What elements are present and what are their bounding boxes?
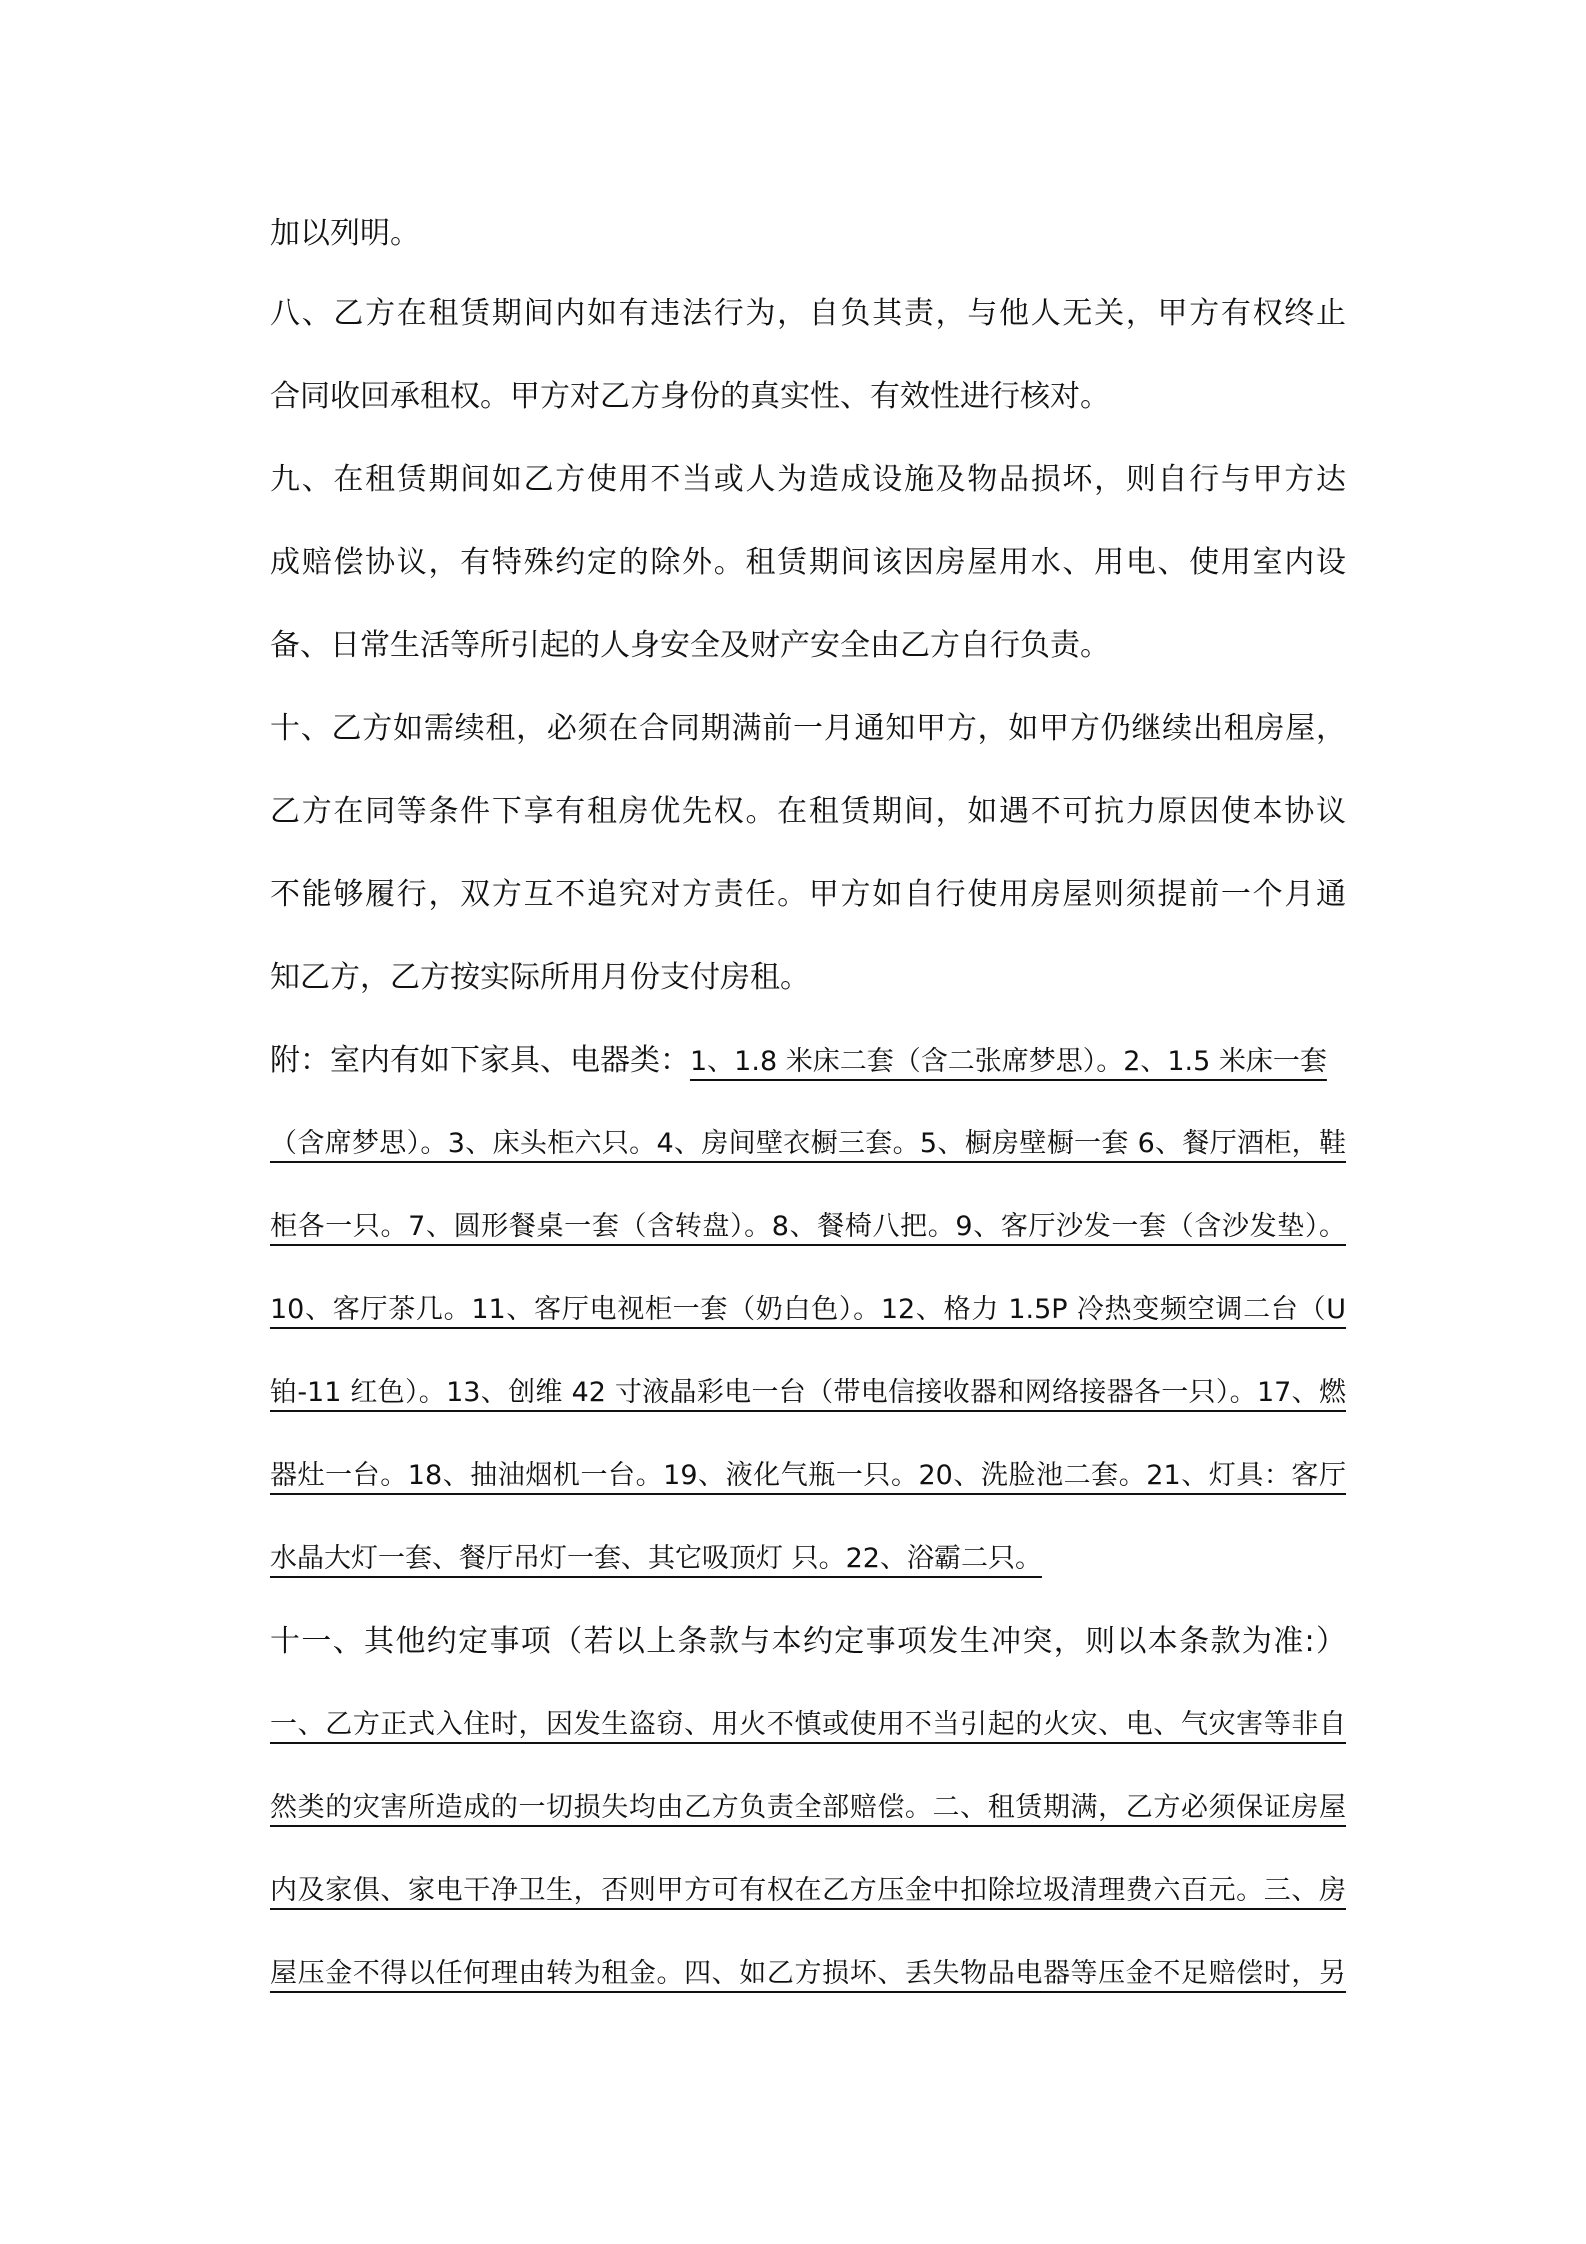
clause-8-line-2: 合同收回承租权。甲方对乙方身份的真实性、有效性进行核对。 (270, 379, 1110, 414)
clause-10-line-4: 知乙方，乙方按实际所用月份支付房租。 (270, 960, 810, 995)
appendix-items-start: 1、1.8 米床二套（含二张席梦思）。2、1.5 米床一套 (690, 1046, 1327, 1077)
clause-8-line-1: 八、乙方在租赁期间内如有违法行为，自负其责，与他人无关，甲方有权终止 (270, 296, 1346, 331)
appendix-line-2: （含席梦思）。3、床头柜六只。4、房间壁衣橱三套。5、橱房壁橱一套 6、餐厅酒柜，鞋 (270, 1128, 1346, 1159)
clause-10-line-1: 十、乙方如需续租，必须在合同期满前一月通知甲方，如甲方仍继续出租房屋， (270, 711, 1346, 746)
clause-11-heading: 十一、其他约定事项（若以上条款与本约定事项发生冲突，则以本条款为准:） (270, 1624, 1346, 1659)
clause-9-line-2: 成赔偿协议，有特殊约定的除外。租赁期间该因房屋用水、用电、使用室内设 (270, 545, 1346, 580)
clause-11-line-2: 然类的灾害所造成的一切损失均由乙方负责全部赔偿。二、租赁期满，乙方必须保证房屋 (270, 1792, 1346, 1823)
clause-11-line-3: 内及家俱、家电干净卫生，否则甲方可有权在乙方压金中扣除垃圾清理费六百元。三、房 (270, 1875, 1346, 1906)
appendix-line-3: 柜各一只。7、圆形餐桌一套（含转盘）。8、餐椅八把。9、客厅沙发一套（含沙发垫）。 (270, 1211, 1346, 1242)
clause-11-line-4: 屋压金不得以任何理由转为租金。四、如乙方损坏、丢失物品电器等压金不足赔偿时，另 (270, 1958, 1346, 1989)
appendix-label: 附：室内有如下家具、电器类： (270, 1043, 690, 1078)
clause-10-line-3: 不能够履行，双方互不追究对方责任。甲方如自行使用房屋则须提前一个月通 (270, 877, 1346, 912)
text-line: 加以列明。 (270, 216, 420, 251)
clause-9-line-3: 备、日常生活等所引起的人身安全及财产安全由乙方自行负责。 (270, 628, 1110, 663)
appendix-line-5: 铂-11 红色）。13、创维 42 寸液晶彩电一台（带电信接收器和网络接器各一只）。17、燃 (270, 1377, 1346, 1408)
clause-10-line-2: 乙方在同等条件下享有租房优先权。在租赁期间，如遇不可抗力原因使本协议 (270, 794, 1346, 829)
clause-11-line-1: 一、乙方正式入住时，因发生盗窃、用火不慎或使用不当引起的火灾、电、气灾害等非自 (270, 1709, 1346, 1740)
clause-9-line-1: 九、在租赁期间如乙方使用不当或人为造成设施及物品损坏，则自行与甲方达 (270, 462, 1346, 497)
appendix-line-6: 器灶一台。18、抽油烟机一台。19、液化气瓶一只。20、洗脸池二套。21、灯具：客厅 (270, 1460, 1346, 1491)
appendix-items-end: 水晶大灯一套、餐厅吊灯一套、其它吸顶灯 只。22、浴霸二只。 (270, 1543, 1042, 1574)
appendix-line-4: 10、客厅茶几。11、客厅电视柜一套（奶白色）。12、格力 1.5P 冷热变频空调二台（U (270, 1294, 1346, 1325)
appendix-line-7 (270, 1539, 1346, 1579)
appendix-line-1 (270, 1041, 1346, 1081)
